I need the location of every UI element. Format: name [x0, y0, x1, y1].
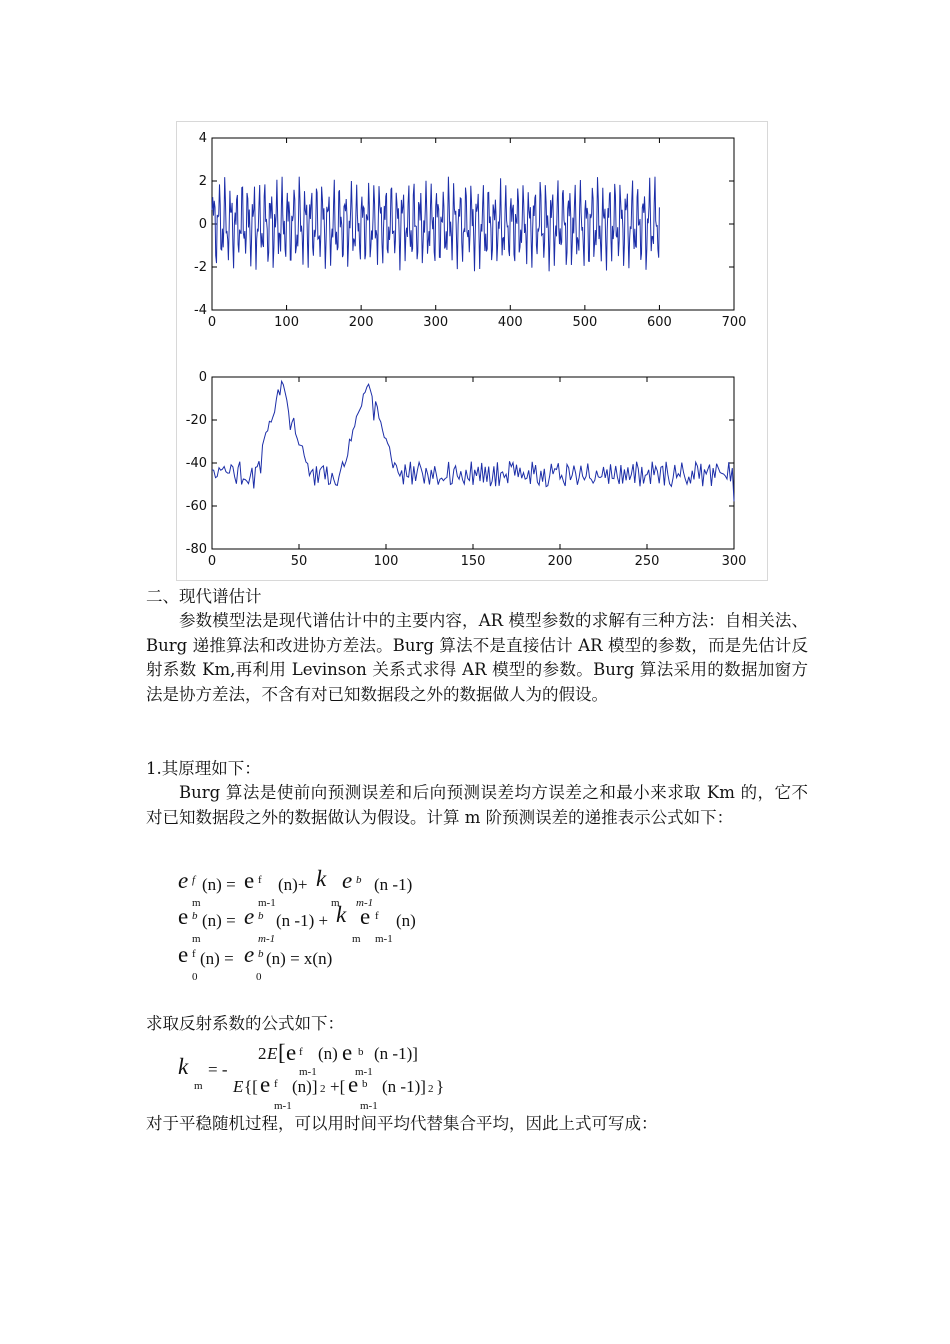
eq1-l3-arg2: (n) = x(n) — [266, 949, 333, 968]
eq2-eq: = - — [208, 1060, 228, 1079]
eq1-l2-sup3: f — [375, 910, 379, 922]
eq2-num-sub1: m-1 — [299, 1066, 317, 1078]
eq2-num-sub2: m-1 — [355, 1066, 373, 1078]
plot-1-ytick-label: -4 — [194, 303, 207, 318]
paragraph-2-text: Burg 算法是使前向预测误差和后向预测误差均方误差之和最小来求取 Km 的，它不对已知数据段之外的数据做认为假设。计算 m 阶预测误差的递推表示公式如下： — [146, 783, 808, 827]
plot-2-ytick-label: -20 — [185, 413, 207, 428]
figure-panel — [176, 121, 768, 581]
plot-1-xtick-label: 600 — [647, 315, 672, 330]
plot-2-xtick-label: 0 — [207, 554, 217, 569]
plot-2-xtick-label: 300 — [721, 554, 747, 569]
eq1-l2-e: e — [178, 904, 189, 929]
plot-2-xtick-label: 150 — [460, 554, 486, 569]
eq1-l3-sup2: b — [258, 948, 264, 960]
plot-1-xtick-label: 500 — [572, 315, 598, 330]
plot-2-ytick-label: -40 — [185, 456, 207, 471]
plot-1-ytick-label: -2 — [194, 260, 207, 275]
eq1-l1-sub1: m — [192, 897, 201, 909]
eq2-den-open: {[ — [244, 1077, 258, 1096]
reflection-heading: 求取反射系数的公式如下： — [146, 1014, 344, 1033]
plot-1-xtick-label: 200 — [348, 315, 374, 330]
eq2-num-bracket: [ — [278, 1040, 286, 1065]
eq1-l1-e: e — [178, 868, 189, 893]
eq2-den-E: E — [233, 1077, 244, 1096]
eq2-den-sup1: f — [274, 1078, 278, 1090]
eq1-l1-sub4: m-1 — [356, 897, 374, 909]
eq1-l2-sub1: m — [192, 933, 201, 945]
eq1-l1-sup3: b — [356, 874, 362, 886]
plot-2-ytick-label: 0 — [198, 370, 207, 385]
eq1-l2-arg2: (n -1) + — [276, 911, 329, 930]
plot-1-xtick-label: 100 — [274, 315, 299, 330]
closing-line: 对于平稳随机过程，可以用时间平均代替集合平均，因此上式可写成： — [146, 1114, 658, 1133]
eq2-den-sup2: b — [362, 1078, 368, 1090]
eq1-l2-k: k — [336, 902, 347, 927]
eq1-l2-e3: e — [360, 904, 371, 929]
eq1-l2-sup2: b — [258, 910, 264, 922]
paragraph-2 — [146, 781, 808, 830]
plot-1-ytick-label: 2 — [198, 174, 207, 189]
eq1-l3-sub1: 0 — [192, 971, 198, 983]
eq1-l2-e2: e — [244, 904, 255, 929]
eq2-den-sq2: 2 — [428, 1083, 434, 1095]
eq1-l1-sub3: m — [331, 897, 340, 909]
paragraph-1 — [146, 609, 808, 707]
eq2-den-sub2: m-1 — [360, 1100, 378, 1112]
eq1-l1-e2: e — [244, 868, 255, 893]
eq1-l2-sup: b — [192, 910, 198, 922]
eq2-num-e2: e — [342, 1040, 353, 1065]
eq2-num-E: E — [267, 1044, 278, 1063]
eq1-l3-sup: f — [192, 948, 196, 960]
paragraph-1-text: 参数模型法是现代谱估计中的主要内容，AR 模型参数的求解有三种方法：自相关法、Burg 递推算法和改进协方差法。Burg 算法不是直接估计 AR 模型的参数，而是先估计反射系数 Km,再利用 Levinson 关系式求得 AR 模型的参数。Burg 算法采用的数据加窗方法是协方差法，不含有对已知数据段之外的数据做人为的假设。 — [146, 611, 808, 704]
eq1-l1-arg3: (n -1) — [374, 875, 413, 894]
eq1-l1-e3: e — [342, 868, 353, 893]
eq2-num-sup2: b — [358, 1046, 364, 1058]
eq1-l2-arg3: (n) — [396, 911, 416, 930]
plot-1-ytick-label: 0 — [198, 217, 207, 232]
eq1-l3-e: e — [178, 942, 189, 967]
eq1-l1-arg: (n) = — [202, 875, 236, 894]
eq2-num-arg1: (n) — [318, 1044, 338, 1063]
principle-heading: 1.其原理如下： — [146, 759, 261, 778]
plot-1-xtick-label: 0 — [207, 315, 217, 330]
eq2-den-arg1: (n)] — [292, 1077, 318, 1096]
eq1-l3-sub2: 0 — [256, 971, 262, 983]
eq1-l1-k: k — [316, 866, 327, 891]
plot-1-xtick-label: 300 — [423, 315, 449, 330]
eq1-l1-arg2: (n)+ — [278, 875, 308, 894]
eq2-num-2: 2 — [258, 1044, 267, 1063]
eq2-den-sq1: 2 — [320, 1083, 326, 1095]
eq2-den-sub1: m-1 — [274, 1100, 292, 1112]
section-heading: 二、现代谱估计 — [146, 587, 262, 606]
eq1-l2-sub2: m-1 — [258, 933, 276, 945]
eq1-l1-sup2: f — [258, 874, 262, 886]
eq2-num-sup1: f — [299, 1046, 303, 1058]
recursion-equations — [178, 868, 478, 988]
eq1-l3-arg: (n) = — [200, 949, 234, 968]
plot-1-ytick-label: 4 — [198, 131, 207, 146]
eq2-num-e1: e — [286, 1040, 297, 1065]
eq1-l2-sub4: m-1 — [375, 933, 393, 945]
plot-2-frame — [212, 377, 734, 549]
plot-2-xtick-label: 200 — [547, 554, 573, 569]
reflection-equation — [178, 1040, 478, 1112]
eq2-den-close: } — [436, 1077, 445, 1096]
plot-2-xtick-label: 100 — [373, 554, 399, 569]
eq2-den-plus: +[ — [330, 1077, 346, 1096]
eq2-den-arg2: (n -1)] — [382, 1077, 426, 1096]
eq1-l2-arg: (n) = — [202, 911, 236, 930]
plot-2-ytick-label: -80 — [185, 542, 207, 557]
eq2-k: k — [178, 1054, 189, 1079]
plot-2-ytick-label: -60 — [185, 499, 207, 514]
eq1-l3-e2: e — [244, 942, 255, 967]
figure-svg — [177, 122, 767, 580]
eq1-l1-sup: f — [192, 874, 196, 886]
eq1-l2-sub3: m — [352, 933, 361, 945]
plot-1-xtick-label: 400 — [497, 315, 523, 330]
plot-2-xtick-label: 50 — [290, 554, 308, 569]
eq2-den-e1: e — [260, 1072, 271, 1097]
eq2-num-arg2: (n -1)] — [374, 1044, 418, 1063]
plot-2-xtick-label: 250 — [634, 554, 660, 569]
eq2-den-e2: e — [348, 1072, 359, 1097]
eq2-k-sub: m — [194, 1080, 203, 1092]
eq1-l1-sub2: m-1 — [258, 897, 276, 909]
plot-1-xtick-label: 700 — [721, 315, 747, 330]
